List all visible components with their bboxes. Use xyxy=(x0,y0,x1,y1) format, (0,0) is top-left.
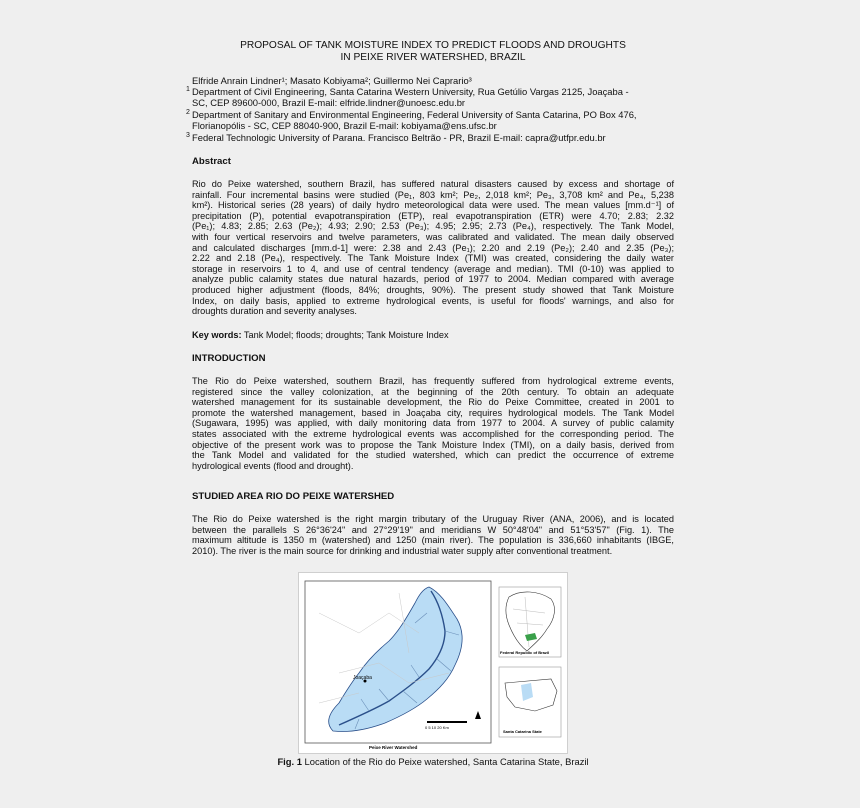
abstract-line: produced higher adjustment (floods, 84%; droughts, 90%). The present study showed that Tank Moisture xyxy=(192,284,674,295)
introduction-line: the Tank Model and validated for the studied watershed, which can predict the occurrence of extreme xyxy=(192,450,674,461)
study-area-line: between the parallels S 26°36'24" and 27°29'19" and meridians W 50°48'04" and 51°53'57" (Fig. 1). The xyxy=(192,524,674,535)
affiliation-1-line-1: Department of Civil Engineering, Santa Catarina Western University, Rua Getúlio Vargas 2125, Joaçaba - xyxy=(192,86,629,97)
introduction-line: states associated with the extreme hydrological events was accomplished for the corresponding period. The xyxy=(192,428,674,439)
introduction-line: watershed management for its sustainable development, the Rio do Peixe Committee, created in 2001 to xyxy=(192,397,674,408)
introduction-line: objective of the present work was to propose the Tank Moisture Index (TMI), on a daily basis, derived from xyxy=(192,439,674,450)
affiliation-3: 3 Federal Technologic University of Parana. Francisco Beltrão - PR, Brazil E-mail: capra@utfpr.edu.br xyxy=(192,132,682,143)
abstract-line: droughts duration and severity analyses. xyxy=(192,306,357,317)
introduction-body xyxy=(192,376,674,471)
affiliation-2-line-1: Department of Sanitary and Environmental Engineering, Federal University of Santa Catarina, PO Box 476, xyxy=(192,109,637,120)
affiliation-1-line-2: SC, CEP 89600-000, Brazil E-mail: elfride.lindner@unoesc.edu.br xyxy=(192,97,466,108)
title-line-2: IN PEIXE RIVER WATERSHED, BRAZIL xyxy=(340,52,526,63)
abstract-line: analyze public calamity states due natural hazards, period of 1977 to 2004. Median compared with average xyxy=(192,274,674,285)
abstract-line: (Pe₁); 4.83; 2.85; 2.63 (Pe₂); 4.93; 2.90; 2.53 (Pe₃); 4.95; 2.95; 2.73 (Pe₄), respectively. The Tank Model, xyxy=(192,221,674,232)
introduction-line: hydrological events (flood and drought). xyxy=(192,460,354,471)
introduction-line: The Rio do Peixe watershed, southern Brazil, has frequently suffered from hydrological extreme events, xyxy=(192,376,674,386)
introduction-line: registered since the valley colonization, at the beginning of the 20th century. To obtain an adequate xyxy=(192,386,674,397)
abstract-line: storage in reservoirs 1 to 4, and use of central tendency (average and median). TMI (0-10) was applied to xyxy=(192,263,674,274)
figure-caption xyxy=(192,756,674,767)
study-area-line: 2010). The river is the main source for drinking and industrial water supply after conventional treatment. xyxy=(192,545,613,556)
scale-bar xyxy=(427,721,467,723)
affiliation-2-line-2: Florianopólis - SC, CEP 88040-900, Brazil E-mail: kobiyama@ens.ufsc.br xyxy=(192,120,497,131)
affiliation-3-line-1: Federal Technologic University of Parana. Francisco Beltrão - PR, Brazil E-mail: capra@utfpr.edu.br xyxy=(192,132,606,143)
abstract-line: Index, on daily basis, applied to extreme hydrological events, is useful for floods' warnings, and also for xyxy=(192,295,674,306)
study-area-line: The Rio do Peixe watershed is the right margin tributary of the Uruguay River (ANA, 2006), and is located xyxy=(192,514,674,524)
affiliation-1: 1 Department of Civil Engineering, Santa Catarina Western University, Rua Getúlio Vargas 2125, Joaçaba - SC, CEP 89600-000, Brazil E-mail: elfride.lindner@unoesc.edu.br xyxy=(192,86,682,108)
abstract-line: with four vertical reservoirs and twelve parameters, was calibrated and validated. The mean daily observed xyxy=(192,231,674,242)
watershed-map-svg xyxy=(299,573,567,753)
introduction-line: promote the watershed management, based in Joaçaba city, requires hydrological models. The Tank Model xyxy=(192,407,674,418)
keywords-text: Tank Model; floods; droughts; Tank Moisture Index xyxy=(243,330,449,340)
keywords-label: Key words: xyxy=(192,330,242,340)
study-area-heading: STUDIED AREA RIO DO PEIXE WATERSHED xyxy=(192,491,395,502)
title-line-1: PROPOSAL OF TANK MOISTURE INDEX TO PREDICT FLOODS AND DROUGHTS xyxy=(240,40,626,51)
study-area-body xyxy=(192,514,674,556)
abstract-line: rainfall. Four incremental basins were studied (Pe₁, 803 km²; Pe₂, 2,018 km²; Pe₃, 3,708 km² and Pe₄, 5,238 xyxy=(192,189,674,200)
abstract-line: and calculated discharges [mm.d-1] were: 2.38 and 2.43 (Pe₁); 2.20 and 2.19 (Pe₂); 2.40 and 2.35 (Pe₃); xyxy=(192,242,674,253)
caption-text: Location of the Rio do Peixe watershed, Santa Catarina State, Brazil xyxy=(301,756,589,767)
inset-brazil-label: Federal Republic of Brazil xyxy=(500,650,550,655)
abstract-body xyxy=(192,179,674,317)
introduction-heading: INTRODUCTION xyxy=(192,353,266,364)
study-area-line: maximum altitude is 1350 m (watershed) and 1250 (main river). The population is 336,660 inhabitants (IBGE, xyxy=(192,535,674,546)
city-label: Joaçaba xyxy=(353,675,372,681)
abstract-line: 2.22 and 2.18 (Pe₄), respectively. The Tank Moisture Index (TMI) was created, considering the daily water xyxy=(192,253,674,264)
introduction-line: (Sugawara, 1995) was applied, with daily monitoring data from 1977 to 2004. A survey of public calamity xyxy=(192,418,674,429)
abstract-heading: Abstract xyxy=(192,156,231,167)
caption-label: Fig. 1 xyxy=(277,756,302,767)
abstract-line: Rio do Peixe watershed, southern Brazil, has suffered natural disasters caused by excess and shortage of xyxy=(192,179,674,189)
keywords-line xyxy=(192,330,449,340)
paper-title xyxy=(192,40,674,64)
affiliation-2: 2 Department of Sanitary and Environmental Engineering, Federal University of Santa Catarina, PO Box 476, Florianopólis - SC, CEP 88040-900, Brazil E-mail: kobiyama@ens.ufsc.br xyxy=(192,109,682,131)
figure-1-map xyxy=(298,572,568,754)
scale-label: 0 5 10 20 Km xyxy=(425,725,449,730)
inset-sc-label: Santa Catarina State xyxy=(503,729,542,734)
author-list: Elfride Anrain Lindner¹; Masato Kobiyama²; Guillermo Nei Caprario³ xyxy=(192,75,472,86)
map-title: Peixe River Watershed xyxy=(369,745,418,750)
abstract-line: precipitation (P), potential evapotranspiration (ETP), real evapotranspiration (ETR) were 4.70; 2.83; 2.32 xyxy=(192,210,674,221)
abstract-line: km²). Historical series (28 years) of daily hydro meteorological data were used. The mean values [mm.d⁻¹] of xyxy=(192,200,674,211)
